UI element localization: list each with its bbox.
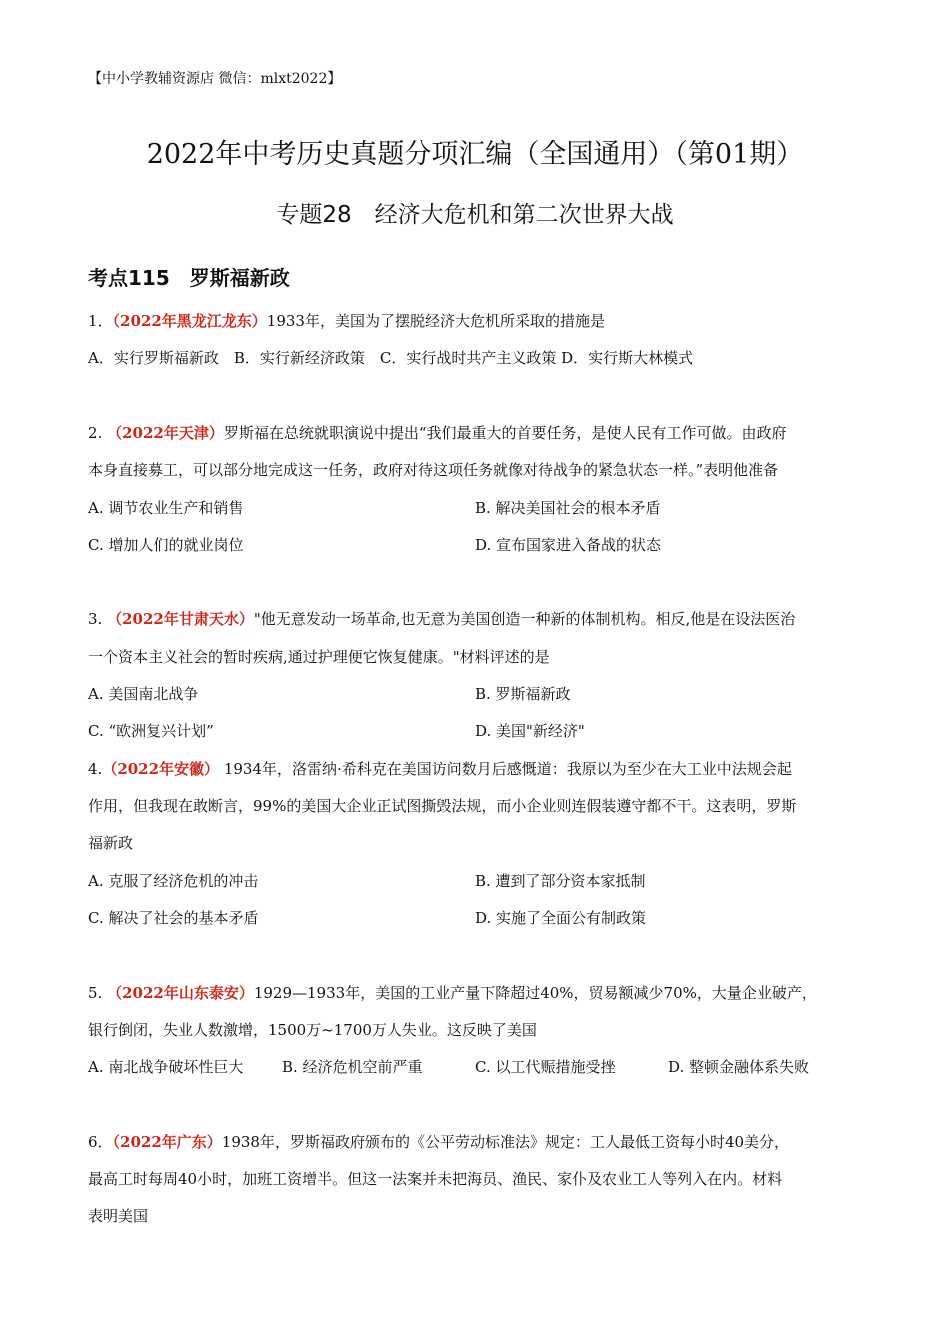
option-b: B. 解决美国社会的根本矛盾 bbox=[475, 499, 661, 517]
question-source-tag: （2022年山东泰安） bbox=[107, 984, 254, 1002]
question-text: 罗斯福在总统就职演说中提出“我们最重大的首要任务，是使人民有工作可做。由政府 bbox=[223, 424, 787, 442]
question-text-line: 福新政 bbox=[88, 834, 134, 852]
option-b: B. 遭到了部分资本家抵制 bbox=[475, 872, 646, 890]
option-d: D. 美国"新经济" bbox=[475, 722, 585, 740]
question-1 bbox=[88, 310, 605, 331]
option-b: B. 经济危机空前严重 bbox=[282, 1058, 423, 1076]
option-b: B. 罗斯福新政 bbox=[475, 685, 571, 703]
question-text-line: 作用，但我现在敢断言，99%的美国大企业正试图撕毁法规，而小企业则连假装遵守都不干。这表明，罗斯 bbox=[88, 797, 797, 815]
question-number: 6． bbox=[88, 1133, 113, 1151]
question-text-line: 银行倒闭，失业人数激增，1500万~1700万人失业。这反映了美国 bbox=[88, 1021, 537, 1039]
question-1-options: A．实行罗斯福新政 B．实行新经济政策 C．实行战时共产主义政策 D．实行斯大林模式 bbox=[88, 349, 694, 367]
option-d: D. 宣布国家进入备战的状态 bbox=[475, 536, 662, 554]
question-source-tag: （2022年安徽） bbox=[102, 760, 220, 778]
option-a: A. 南北战争破坏性巨大 bbox=[88, 1058, 244, 1076]
question-text: 1929—1933年，美国的工业产量下降超过40%，贸易额减少70%，大量企业破产， bbox=[253, 984, 817, 1002]
question-text-line: 表明美国 bbox=[88, 1207, 149, 1225]
option-d: D. 整顿金融体系失败 bbox=[668, 1058, 810, 1076]
page-title: 2022年中考历史真题分项汇编（全国通用）（第01期） bbox=[146, 139, 804, 170]
question-text-line: 本身直接募工，可以部分地完成这一任务，政府对待这项任务就像对待战争的紧急状态一样。”表明他准备 bbox=[88, 461, 779, 479]
question-text: 1934年，洛雷纳·希科克在美国访问数月后感慨道：我原以为至少在大工业中法规会起 bbox=[219, 760, 792, 778]
option-c: C. “欧洲复兴计划” bbox=[88, 722, 214, 740]
option-c: C. 以工代赈措施受挫 bbox=[475, 1058, 616, 1076]
question-number: 3. bbox=[88, 610, 108, 628]
question-text: 1933年，美国为了摆脱经济大危机所采取的措施是 bbox=[266, 312, 605, 330]
section-heading: 考点115 罗斯福新政 bbox=[88, 266, 290, 290]
option-c: C. 增加人们的就业岗位 bbox=[88, 536, 244, 554]
question-text: 1938年，罗斯福政府颁布的《公平劳动标准法》规定：工人最低工资每小时40美分， bbox=[221, 1133, 790, 1151]
page-subtitle: 专题28 经济大危机和第二次世界大战 bbox=[276, 202, 674, 228]
option-a: A. 美国南北战争 bbox=[88, 685, 199, 703]
question-3 bbox=[88, 608, 795, 629]
question-source-tag: （2022年天津） bbox=[107, 424, 224, 442]
question-number: 5. bbox=[88, 984, 108, 1002]
option-d: D. 实施了全面公有制政策 bbox=[475, 909, 647, 927]
option-a: A. 调节农业生产和销售 bbox=[88, 499, 244, 517]
question-number: 1． bbox=[88, 312, 113, 330]
option-c: C. 解决了社会的基本矛盾 bbox=[88, 909, 259, 927]
question-2 bbox=[88, 422, 787, 443]
question-number: 4. bbox=[88, 760, 103, 778]
question-source-tag: （2022年广东） bbox=[112, 1133, 222, 1151]
question-5 bbox=[88, 982, 817, 1003]
option-a: A. 克服了经济危机的冲击 bbox=[88, 872, 259, 890]
question-text: "他无意发动一场革命,也无意为美国创造一种新的体制机构。相反,他是在设法医治 bbox=[253, 610, 796, 628]
question-number: 2. bbox=[88, 424, 108, 442]
question-source-tag: （2022年甘肃天水） bbox=[107, 610, 254, 628]
question-text-line: 最高工时每周40小时，加班工资增半。但这一法案并未把海员、渔民、家仆及农业工人等列入在内。材料 bbox=[88, 1170, 783, 1188]
question-text-line: 一个资本主义社会的暂时疾病,通过护理便它恢复健康。"材料评述的是 bbox=[88, 648, 550, 666]
question-4 bbox=[88, 758, 792, 779]
question-source-tag: （2022年黑龙江龙东） bbox=[112, 312, 267, 330]
question-6 bbox=[88, 1131, 789, 1152]
header-note: 【中小学教辅资源店 微信：mlxt2022】 bbox=[88, 71, 342, 87]
